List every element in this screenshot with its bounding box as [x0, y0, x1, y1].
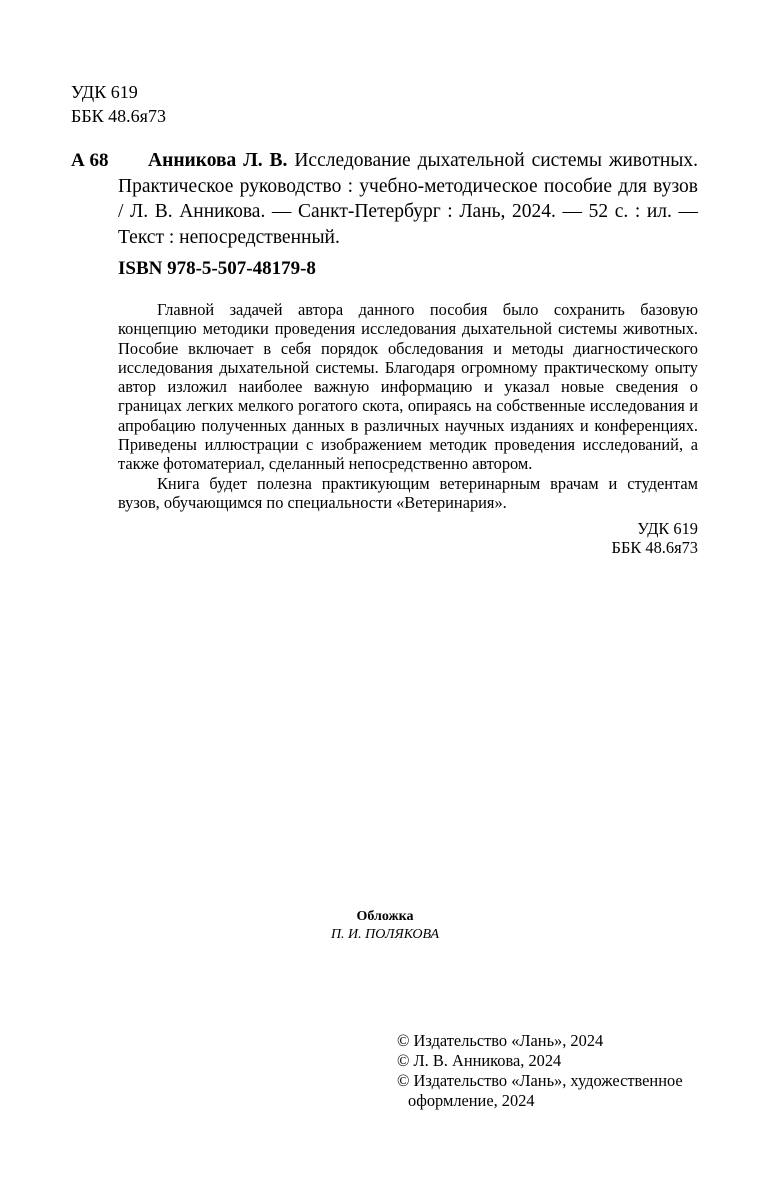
udk-code: УДК 619 — [637, 519, 698, 538]
cover-designer: П. И. ПОЛЯКОВА — [330, 927, 440, 942]
isbn: ISBN 978-5-507-48179-8 — [118, 258, 316, 279]
cover-label: Обложка — [356, 909, 414, 924]
bbk-code: ББК 48.6я73 — [611, 538, 698, 558]
bbk-code: ББК 48.6я73 — [71, 106, 166, 126]
annotation-paragraph: Книга будет полезна практикующим ветеринарным врачам и студентам вузов, обучающимся по специальности «Ветеринария». — [118, 473, 698, 512]
annotation-paragraph: Главной задачей автора данного пособия было сохранить базовую концепцию методики проведения исследования дыхательной системы животных. Пособие включает в себя порядок обследования и методы диагностического исследования дыхательной системы. Благодаря огромному практическому опыту автор изложил наиболее важную информацию и указал новые сведения о границах легких мелкого рогатого скота, опираясь на собственные исследования и апробацию полученных данных в различных научных изданиях и конференциях. Приведены иллюстрации с изображением методик проведения исследований, а также фотоматериал, сделанный непосредственно автором. — [118, 300, 698, 474]
author-name: Анникова Л. В. — [148, 150, 288, 171]
book-description: Исследование дыхательной системы животных. Практическое руководство : учебно-методическое пособие для вузов / Л. В. Анникова. — Санкт-Петербург : Лань, 2024. — 52 с. : ил. — Текст : непосредственный. — [118, 150, 699, 248]
copyright-line: © Издательство «Лань», 2024 — [397, 1031, 604, 1050]
udk-code: УДК 619 — [71, 82, 138, 102]
copyright-line: © Л. В. Анникова, 2024 — [397, 1051, 562, 1070]
classification-block-repeat — [560, 519, 698, 558]
copyright-line: оформление, 2024 — [408, 1091, 535, 1110]
bibliographic-description — [118, 148, 698, 250]
classification-block — [71, 80, 166, 128]
author-mark: А 68 — [71, 150, 109, 171]
cover-credit — [270, 908, 500, 944]
annotation — [118, 300, 698, 512]
copyright-block — [397, 1031, 707, 1111]
copyright-line: © Издательство «Лань», художественное — [397, 1071, 683, 1090]
